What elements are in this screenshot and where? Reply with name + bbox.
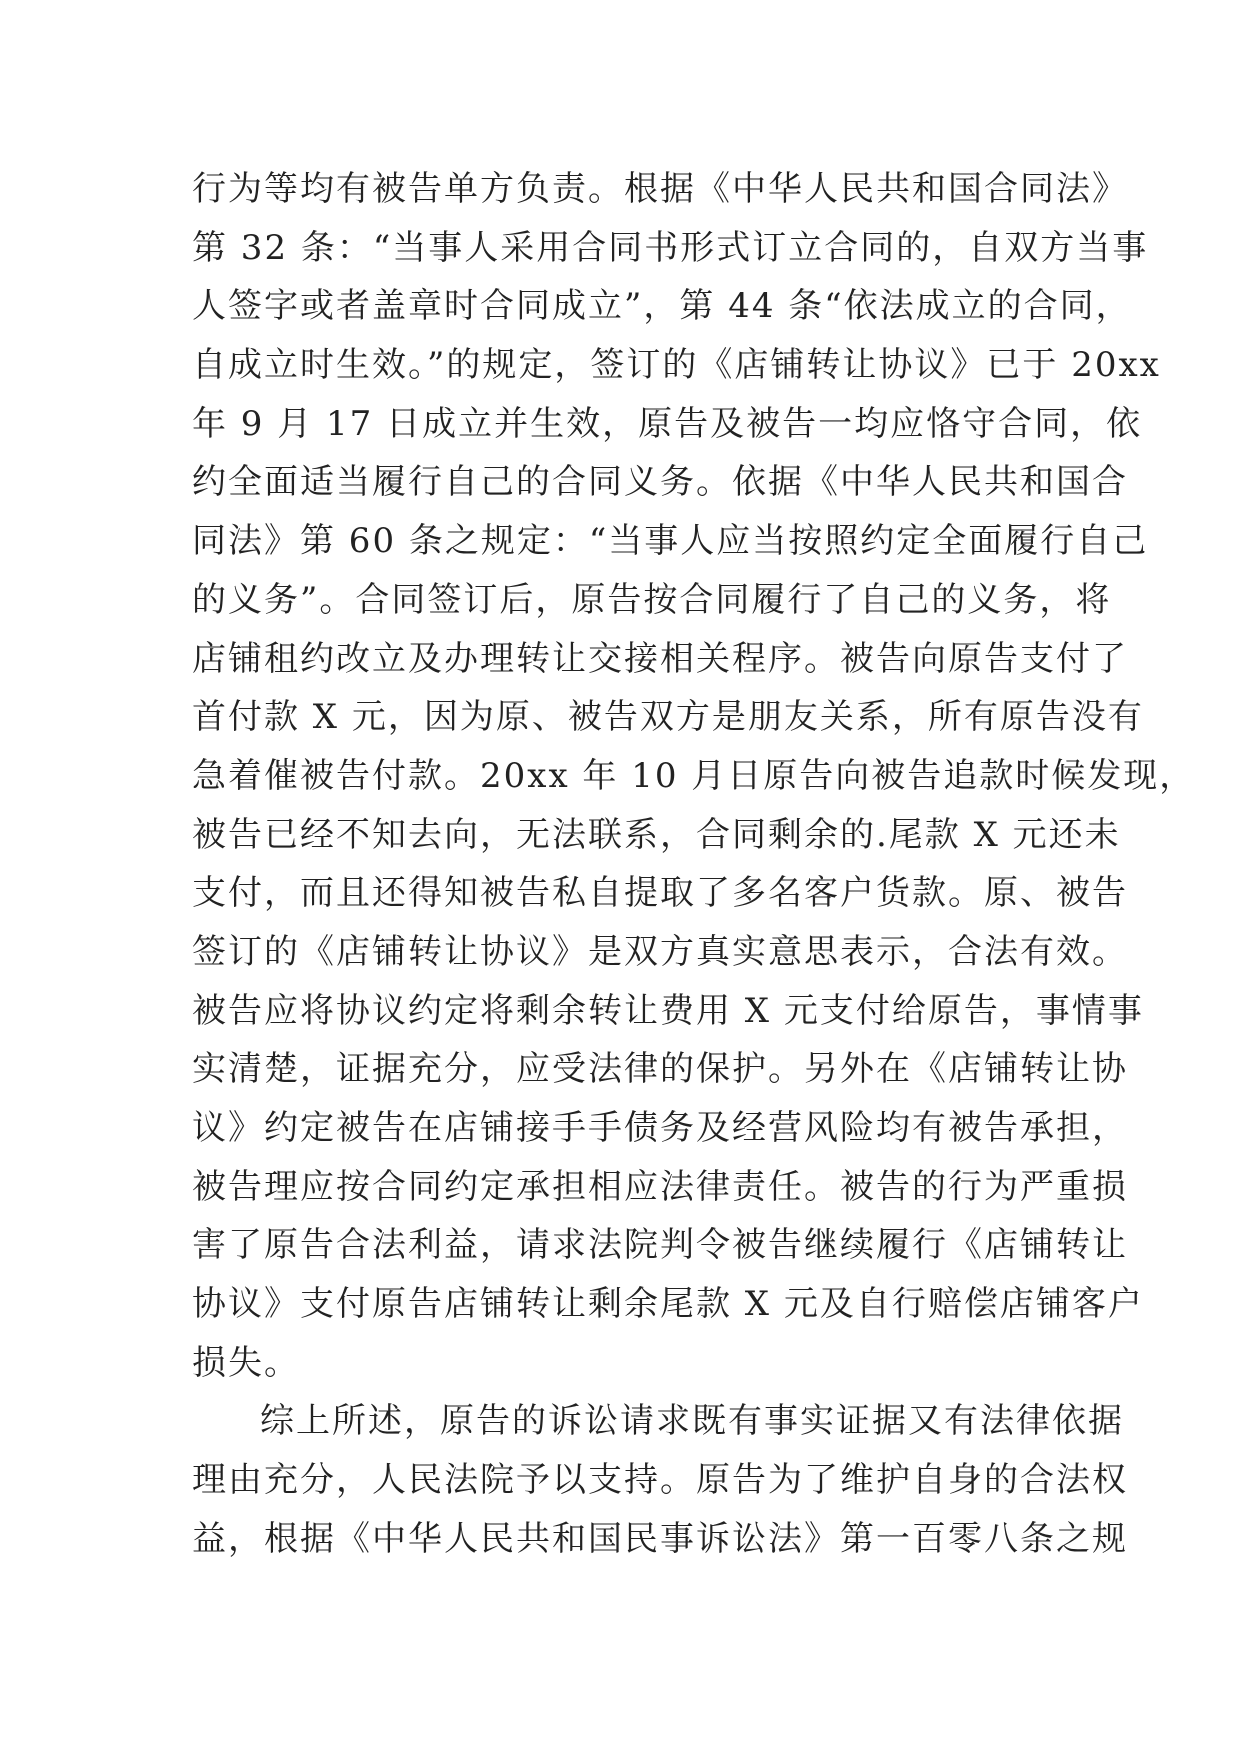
paragraph-2 (192, 1392, 1128, 1568)
text-line: 益，根据《中华人民共和国民事诉讼法》第一百零八条之规 (192, 1518, 1128, 1559)
text-line: 理由充分，人民法院予以支持。原告为了维护自身的合法权 (192, 1460, 1128, 1501)
text-line: 年 9 月 17 日成立并生效，原告及被告一均应恪守合同，依 (192, 403, 1143, 444)
text-line: 约全面适当履行自己的合同义务。依据《中华人民共和国合 (192, 462, 1128, 503)
text-line: 实清楚，证据充分，应受法律的保护。另外在《店铺转让协 (192, 1049, 1128, 1090)
text-line: 综上所述，原告的诉讼请求既有事实证据又有法律依据 (260, 1401, 1124, 1442)
text-line: 行为等均有被告单方负责。根据《中华人民共和国合同法》 (192, 169, 1128, 209)
text-line: 店铺租约改立及办理转让交接相关程序。被告向原告支付了 (192, 638, 1128, 679)
text-line: 协议》支付原告店铺转让剩余尾款 X 元及自行赔偿店铺客户 (192, 1284, 1144, 1325)
text-line: 被告已经不知去向，无法联系，合同剩余的.尾款 X 元还未 (192, 814, 1121, 855)
text-line: 急着催被告付款。20xx 年 10 月日原告向被告追款时候发现， (192, 755, 1196, 796)
text-line: 的义务”。合同签订后，原告按合同履行了自己的义务，将 (192, 579, 1112, 620)
text-line: 第 32 条：“当事人采用合同书形式订立合同的，自双方当事 (192, 227, 1149, 268)
text-line: 支付，而且还得知被告私自提取了多名客户货款。原、被告 (192, 873, 1128, 914)
text-line: 议》约定被告在店铺接手手债务及经营风险均有被告承担， (192, 1108, 1128, 1148)
text-line: 被告理应按合同约定承担相应法律责任。被告的行为严重损 (192, 1166, 1128, 1207)
text-line: 被告应将协议约定将剩余转让费用 X 元支付给原告，事情事 (192, 990, 1144, 1031)
text-line: 同法》第 60 条之规定：“当事人应当按照约定全面履行自己 (192, 521, 1149, 562)
paragraph-1 (192, 160, 1196, 1392)
text-line: 自成立时生效。”的规定，签订的《店铺转让协议》已于 20xx (192, 345, 1161, 386)
text-line: 害了原告合法利益，请求法院判令被告继续履行《店铺转让 (192, 1225, 1128, 1266)
text-line: 损失。 (192, 1342, 300, 1383)
text-line: 签订的《店铺转让协议》是双方真实意思表示，合法有效。 (192, 931, 1128, 972)
text-line: 人签字或者盖章时合同成立”，第 44 条“依法成立的合同， (192, 286, 1132, 327)
text-line: 首付款 X 元，因为原、被告双方是朋友关系，所有原告没有 (192, 697, 1144, 738)
document-body (192, 160, 1196, 1569)
